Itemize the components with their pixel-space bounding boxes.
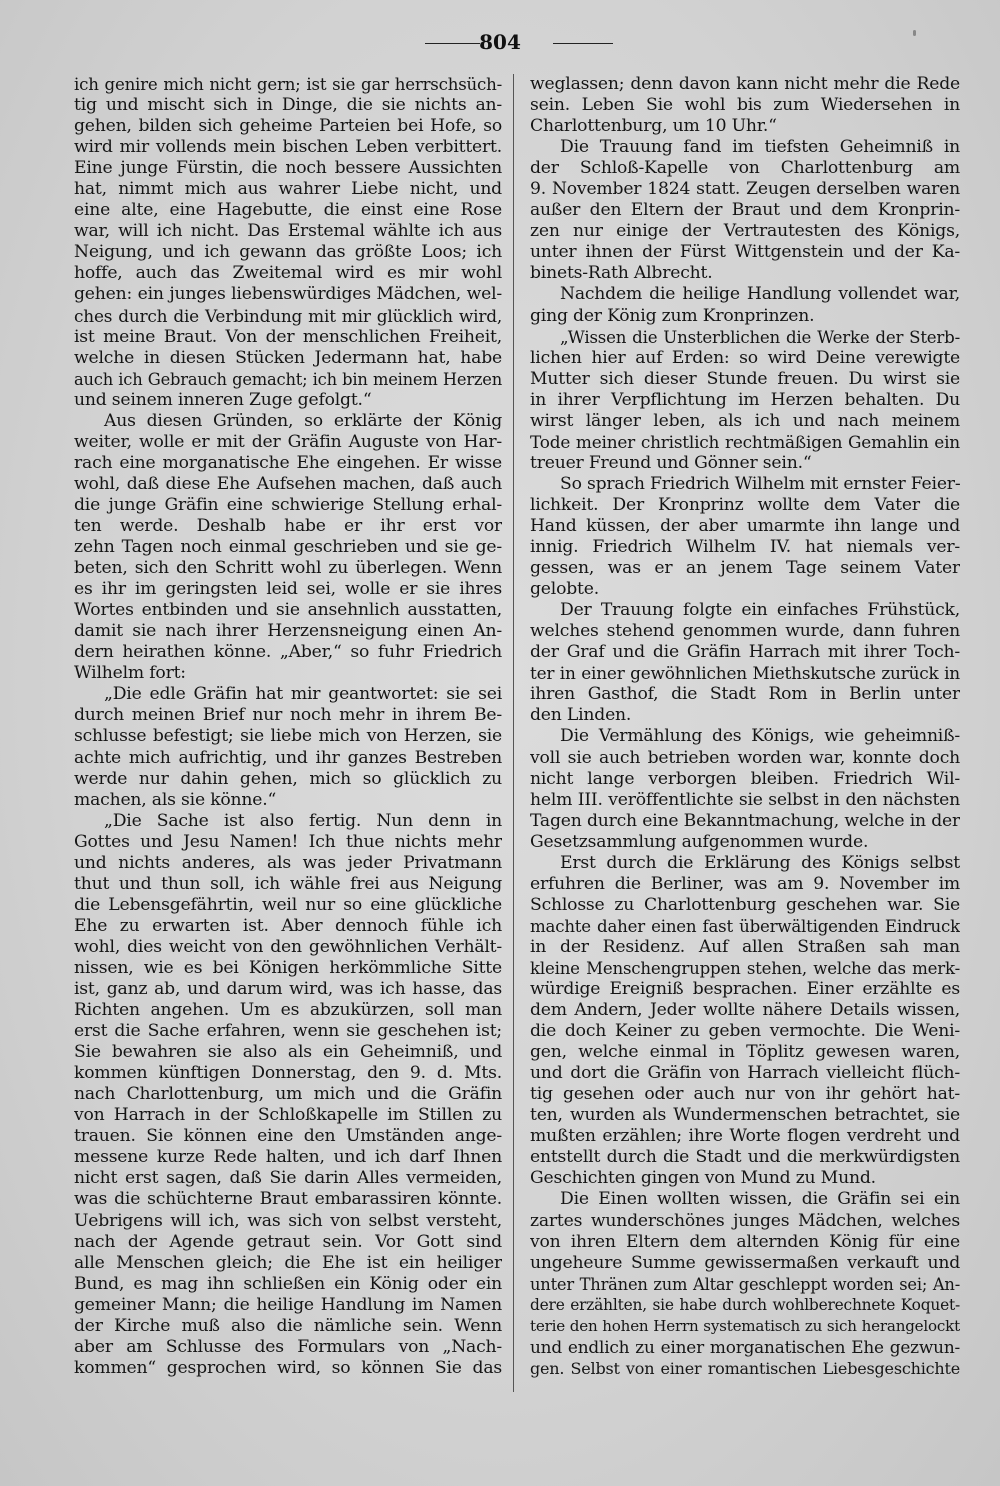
text-line: zartes wunderschönes junges Mädchen, welches [530,1210,960,1231]
text-line: durch meinen Brief nur noch mehr in ihrem Be- [74,705,502,726]
text-line: helm III. veröffentlichte sie selbst in den nächsten [530,789,960,810]
text-line: werde nur dahin gehen, mich so glücklich zu [74,768,502,789]
text-line: nicht lange verborgen bleiben. Friedrich Wil- [530,768,960,789]
text-line: und dort die Gräfin von Harrach vielleicht flüch- [530,1063,960,1084]
text-line: tig und mischt sich in Dinge, die sie nichts an- [74,95,502,116]
text-line: außer den Eltern der Braut und dem Kronprin- [530,200,960,221]
text-line: auch ich Gebrauch gemacht; ich bin meinem Herzen [74,369,502,389]
text-line: Gesetzsammlung aufgenommen wurde. [530,831,869,852]
text-line: hat, nimmt mich aus wahrer Liebe nicht, und [74,179,502,200]
text-line: und seinem inneren Zuge gefolgt.“ [74,389,372,410]
text-line: voll sie auch betrieben worden war, konnte doch [530,747,960,768]
text-line: unter ihnen der Fürst Wittgenstein und der Ka- [530,242,960,263]
text-line: Mutter sich dieser Stunde freuen. Du wirst sie [530,368,960,389]
text-line: die junge Gräfin eine schwierige Stellung erhal- [74,494,502,515]
text-line: „Die Sache ist also fertig. Nun denn in [104,810,502,831]
text-line: Richten angehen. Um es abzukürzen, soll man [74,1000,502,1021]
text-line: treuer Freund und Gönner sein.“ [530,452,812,473]
text-line: machen, als sie könne.“ [74,789,277,810]
text-line: schlusse befestigt; sie liebe mich von Herzen, sie [74,726,502,747]
text-line: von Harrach in der Schloßkapelle im Stillen zu [74,1105,502,1126]
text-line: Eine junge Fürstin, die noch bessere Aussichten [74,158,502,179]
text-line: sein. Leben Sie wohl bis zum Wiedersehen in [530,95,960,116]
text-line: 9. November 1824 statt. Zeugen derselben waren [530,179,960,200]
text-line: was die schüchterne Braut embarassiren könnte. [74,1189,502,1210]
text-line: nissen, wie es bei Königen herkömmliche Sitte [74,957,502,978]
text-line: hoffe, auch das Zweitemal wird es mir wohl [74,263,502,284]
text-line: ihren Gasthof, die Stadt Rom in Berlin unter [530,684,960,705]
text-line: ter in einer gewöhnlichen Miethskutsche zurück in [530,663,960,684]
text-line: kleine Menschengruppen stehen, welche das merk- [530,958,960,978]
text-line: ten werde. Deshalb habe er ihr erst vor [74,515,502,536]
text-line: Die Einen wollten wissen, die Gräfin sei ein [560,1189,960,1210]
text-line: erst die Sache erfahren, wenn sie geschehen ist; [74,1021,502,1042]
text-line: tig gesehen oder auch nur von ihr gehört hat- [530,1084,960,1105]
text-line: alle Menschen gleich; die Ehe ist ein heiliger [74,1252,502,1273]
text-line: Neigung, und ich gewann das größte Loos; ich [74,242,502,263]
text-line: ist, ganz ab, und darum wird, was ich hasse, das [74,979,502,1000]
text-line: thut und thun soll, ich wähle frei aus Neigung [74,873,502,894]
page-header [0,28,1000,58]
text-line: und endlich zu einer morganatischen Ehe gezwun- [530,1336,960,1357]
text-line: ches durch die Verbindung mit mir glücklich wird, [74,305,502,326]
text-line: „Die edle Gräfin hat mir geantwortet: sie sei [104,684,502,705]
text-line: achte mich aufrichtig, und ihr ganzes Bestreben [74,747,502,768]
text-line: unter Thränen zum Altar geschleppt worden sei; An- [530,1274,960,1294]
text-line: damit sie nach ihrer Herzensneigung einen An- [74,621,502,642]
text-line: Die Vermählung des Königs, wie geheimniß- [560,726,960,747]
text-line: aber am Schlusse des Formulars von „Nach- [74,1336,502,1357]
text-line: gen. Selbst von einer romantischen Liebesgeschichte [530,1358,960,1378]
text-line: gemeiner Mann; die heilige Handlung im Namen [74,1294,502,1315]
text-line: von ihren Eltern dem alternden König für eine [530,1231,960,1252]
text-line: Nachdem die heilige Handlung vollendet war, [560,284,960,305]
text-line: Wortes entbinden und sie ansehnlich ausstatten, [74,600,502,621]
text-line: dern heirathen könne. „Aber,“ so fuhr Friedrich [74,642,502,663]
paper-speck [913,30,916,36]
text-line: gelobte. [530,579,599,600]
text-line: dem Andern, Jeder wollte nähere Details wissen, [530,1000,960,1021]
column-divider [513,74,514,1392]
text-line: zen nur einige der Vertrautesten des Königs, [530,221,960,242]
text-line: dere erzählten, sie habe durch wohlberechnete Koquet- [530,1295,960,1314]
text-line: Erst durch die Erklärung des Königs selbst [560,852,960,873]
page-number: 804 [479,30,521,54]
right-text-column [530,74,960,1379]
text-line: messene kurze Rede halten, und ich darf Ihnen [74,1147,502,1168]
text-line: gehen: ein junges liebenswürdiges Mädchen, wel- [74,284,502,305]
text-line: Charlottenburg, um 10 Uhr.“ [530,116,777,137]
text-line: weglassen; denn davon kann nicht mehr die Rede [530,74,960,94]
text-line: der Kirche muß also die nämliche sein. Wenn [74,1315,502,1336]
text-line: Hand küssen, der aber umarmte ihn lange und [530,515,960,536]
text-line: in der Residenz. Auf allen Straßen sah man [530,936,960,957]
text-line: Der Trauung folgte ein einfaches Frühstück, [560,600,960,621]
text-line: die doch Keiner zu geben vermochte. Die Weni- [530,1021,960,1042]
text-line: gehen, bilden sich geheime Parteien bei Hofe, so [74,116,502,137]
text-line: Aus diesen Gründen, so erklärte der König [104,410,502,431]
text-line: Schlosse zu Charlottenburg geschehen war. Sie [530,894,960,915]
text-line: lichkeit. Der Kronprinz wollte dem Vater die [530,494,960,515]
text-line: der Graf und die Gräfin Harrach mit ihrer Toch- [530,642,960,663]
text-line: ging der König zum Kronprinzen. [530,305,815,326]
text-line: eine alte, eine Hagebutte, die einst eine Rose [74,200,502,221]
text-line: beten, sich den Schritt wohl zu überlegen. Wenn [74,558,502,579]
text-line: wirst länger leben, als ich und nach meinem [530,410,960,431]
text-line: „Wissen die Unsterblichen die Werke der Sterb- [560,327,960,347]
text-line: wohl, daß diese Ehe Aufsehen machen, daß auch [74,473,502,494]
text-line: nach Charlottenburg, um mich und die Gräfin [74,1084,502,1105]
text-line: ist meine Braut. Von der menschlichen Freiheit, [74,326,502,347]
text-line: ich genire mich nicht gern; ist sie gar herrschsüch- [74,75,502,94]
text-line: ten, wurden als Wundermenschen betrachtet, sie [530,1105,960,1126]
text-line: ungeheure Summe gewissermaßen verkauft und [530,1252,960,1273]
text-line: der Schloß-Kapelle von Charlottenburg am [530,158,960,179]
text-line: den Linden. [530,705,632,726]
text-line: kommen“ gesprochen wird, so können Sie das [74,1357,502,1378]
text-line: nicht erst sagen, daß Sie darin Alles vermeiden, [74,1168,502,1189]
text-line: rach eine morganatische Ehe eingehen. Er wisse [74,452,502,473]
text-line: Uebrigens will ich, was sich von selbst versteht, [74,1210,502,1231]
text-line: gen, welche einmal in Töplitz gewesen waren, [530,1042,960,1063]
text-line: Tagen durch eine Bekanntmachung, welche in der [530,810,960,831]
text-line: wohl, dies weicht von den gewöhnlichen Verhält- [74,936,502,957]
text-line: mußten erzählen; ihre Worte flogen verdreht und [530,1126,960,1147]
header-rule-right [553,43,613,44]
text-line: Die Trauung fand im tiefsten Geheimniß in [560,137,960,158]
text-line: Ehe zu erwarten ist. Aber dennoch fühle ich [74,915,502,936]
text-line: Bund, es mag ihn schließen ein König oder ein [74,1273,502,1294]
text-line: Sie bewahren sie also als ein Geheimniß, und [74,1042,502,1063]
text-line: erfuhren die Berliner, was am 9. November im [530,873,960,894]
text-line: Tode meiner christlich rechtmäßigen Gemahlin ein [530,431,960,452]
text-line: und nichts anderes, als was jeder Privatmann [74,852,502,873]
text-line: die Lebensgefährtin, weil nur so eine glückliche [74,894,502,915]
text-line: es ihr im geringsten leid sei, wolle er sie ihres [74,579,502,600]
text-line: terie den hohen Herrn systematisch zu sich herangelockt [530,1316,960,1335]
text-line: machte daher einen fast überwältigenden Eindruck [530,916,960,936]
text-line: zehn Tagen noch einmal geschrieben und sie ge- [74,537,502,558]
text-line: entstellt durch die Stadt und die merkwürdigsten [530,1147,960,1168]
text-line: So sprach Friedrich Wilhelm mit ernster Feier- [560,473,960,494]
text-line: nach der Agende getraut sein. Vor Gott sind [74,1231,502,1252]
text-line: weiter, wolle er mit der Gräfin Auguste von Har- [74,431,502,452]
text-line: binets-Rath Albrecht. [530,263,713,284]
text-line: Gottes und Jesu Namen! Ich thue nichts mehr [74,831,502,852]
text-line: Wilhelm fort: [74,663,186,684]
text-line: wird mir vollends mein bischen Leben verbittert. [74,137,502,158]
text-line: lichen hier auf Erden: so wird Deine verewigte [530,347,960,368]
text-line: würdige Ereigniß besprachen. Einer erzählte es [530,979,960,1000]
text-line: war, will ich nicht. Das Erstemal wählte ich aus [74,221,502,242]
text-line: gessen, was er an jenem Tage seinem Vater [530,558,960,579]
text-line: welches stehend genommen wurde, dann fuhren [530,621,960,642]
text-line: kommen künftigen Donnerstag, den 9. d. Mts. [74,1063,502,1084]
text-line: in ihrer Verpflichtung im Herzen behalten. Du [530,389,960,410]
left-text-column [74,74,502,1379]
text-line: innig. Friedrich Wilhelm IV. hat niemals ver- [530,537,960,558]
text-line: Geschichten gingen von Mund zu Mund. [530,1168,876,1189]
text-line: welche in diesen Stücken Jedermann hat, habe [74,347,502,368]
text-line: trauen. Sie können eine den Umständen ange- [74,1126,502,1147]
